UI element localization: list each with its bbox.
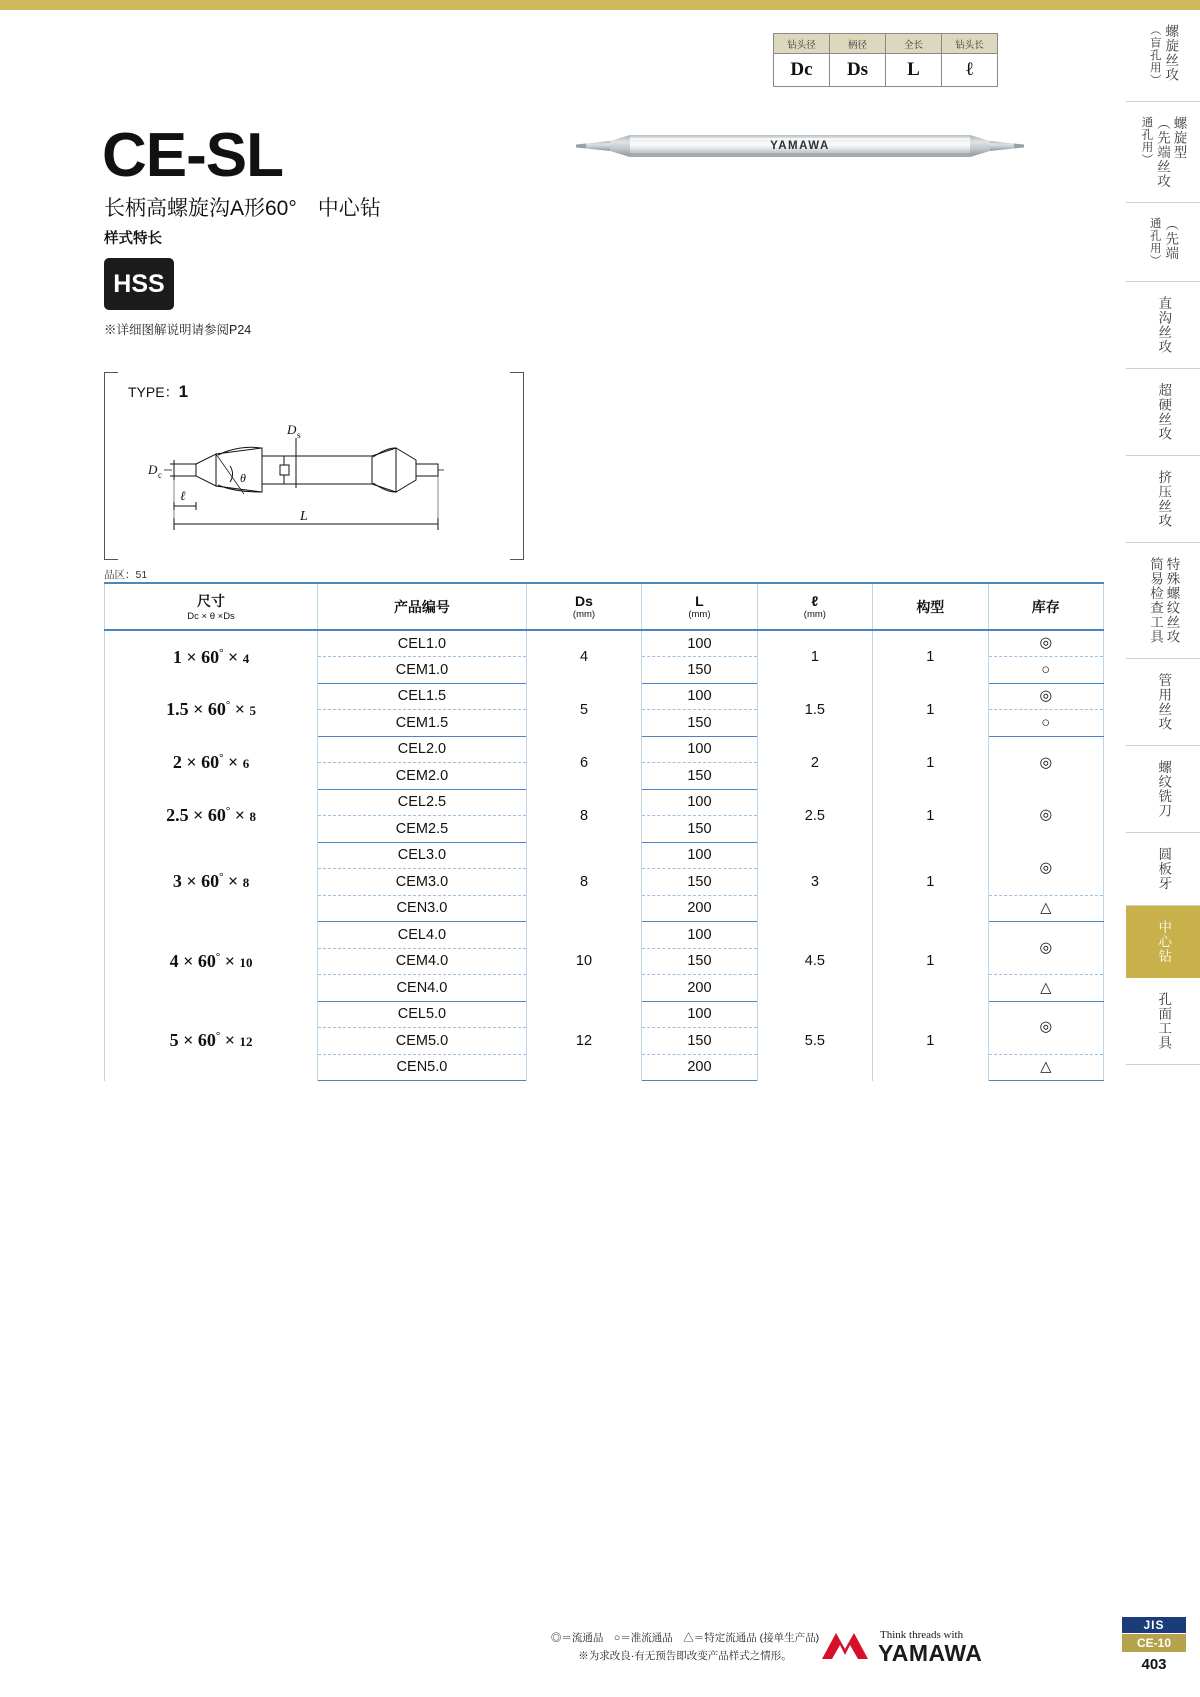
- table-row: [105, 922, 1104, 949]
- cell-ell: 4.5: [757, 922, 872, 1002]
- sidebar-item-label: 挤压丝攻: [1156, 470, 1172, 528]
- sidebar-item-carbide-tap[interactable]: [1126, 369, 1200, 456]
- svg-text:θ: θ: [240, 471, 246, 485]
- table-row: [105, 683, 1104, 710]
- sidebar-item-sublabel: 通孔用）: [1140, 115, 1153, 166]
- sidebar-item-sublabel: 通孔用）: [1148, 217, 1161, 267]
- cell-code: CEM4.0: [318, 948, 527, 975]
- th-type-main: 构型: [916, 598, 945, 615]
- header-label-ds: 柄径: [830, 34, 886, 54]
- bracket-left: [104, 372, 118, 560]
- dim-dc: 2.5: [166, 805, 189, 825]
- cell-code: CEN4.0: [318, 975, 527, 1002]
- cell-code: CEM1.0: [318, 657, 527, 684]
- cell-code: CEL1.5: [318, 683, 527, 710]
- dim-ds: 10: [239, 954, 253, 970]
- cell-stock: ◎: [988, 630, 1103, 657]
- cell-code: CEN5.0: [318, 1054, 527, 1081]
- sidebar-item-label: 中心钻: [1156, 919, 1172, 963]
- cell-code: CEM3.0: [318, 869, 527, 896]
- code-block: [1122, 1617, 1186, 1673]
- sidebar-item-label: 特殊螺纹丝攻: [1164, 557, 1180, 644]
- header-dimension-symbols-row: [774, 54, 998, 87]
- th-dimension-sub: Dc × θ ×Ds: [187, 611, 235, 622]
- material-badge: HSS: [104, 258, 174, 310]
- dim-theta: 60: [201, 752, 220, 772]
- header-dimension-table: [773, 33, 998, 87]
- cell-code: CEL2.0: [318, 736, 527, 763]
- cell-code: CEN3.0: [318, 895, 527, 922]
- dim-ds: 4: [242, 650, 250, 666]
- type-diagram-block: [104, 372, 524, 560]
- sidebar-item-spiral-tap[interactable]: [1126, 10, 1200, 102]
- sidebar-item-label: 管用丝攻: [1156, 673, 1172, 731]
- cell-code: CEM5.0: [318, 1028, 527, 1055]
- product-subtitle: 长柄高螺旋沟A形60° 中心钻: [104, 197, 381, 220]
- legend-block: [540, 1630, 830, 1666]
- th-type: [873, 583, 988, 630]
- th-ell-sub: (mm): [803, 609, 826, 620]
- cell-code: CEM1.5: [318, 710, 527, 737]
- cell-ell: 3: [757, 842, 872, 922]
- dim-theta: 60: [207, 699, 226, 719]
- dim-ds: 8: [249, 809, 257, 824]
- cell-dimension: 2.5 × 60° × 8: [105, 789, 318, 842]
- cell-stock: ◎: [988, 683, 1103, 710]
- product-photo: [570, 115, 1030, 177]
- header-symbol-ell: ℓ: [942, 54, 998, 87]
- svg-text:YAMAWA: YAMAWA: [770, 140, 830, 152]
- th-ds-main: Ds: [575, 593, 593, 609]
- header-label-dc: 钻头径: [774, 34, 830, 54]
- cell-dimension: 3 × 60° × 8: [105, 842, 318, 922]
- table-header-row: [105, 583, 1104, 630]
- table-row: [105, 789, 1104, 816]
- dim-ds: 8: [242, 875, 250, 891]
- cell-dimension: 1.5 × 60° × 5: [105, 683, 318, 736]
- cell-l: 150: [642, 816, 757, 843]
- sidebar-item-label2: 简易检查工具: [1148, 557, 1163, 644]
- sidebar-item-label: 螺纹铣刀: [1156, 760, 1172, 818]
- th-code: [318, 583, 527, 630]
- cell-stock: ◎: [988, 842, 1103, 895]
- header-label-l: 全长: [886, 34, 942, 54]
- cell-ell: 1.5: [757, 683, 872, 736]
- cell-code: CEL3.0: [318, 842, 527, 869]
- cell-dimension: 2 × 60° × 6: [105, 736, 318, 789]
- cell-ds: 10: [526, 922, 641, 1002]
- cell-code: CEM2.0: [318, 763, 527, 790]
- th-stock-main: 库存: [1031, 598, 1060, 615]
- cell-l: 150: [642, 657, 757, 684]
- cell-dimension: 5 × 60° × 12: [105, 1001, 318, 1081]
- cell-ds: 4: [526, 630, 641, 683]
- svg-text:D: D: [287, 422, 297, 437]
- cell-ds: 5: [526, 683, 641, 736]
- cell-l: 100: [642, 1001, 757, 1028]
- cell-stock: ◎: [988, 1001, 1103, 1054]
- th-code-main: 产品编号: [393, 598, 450, 615]
- yamawa-logo: [818, 1625, 1008, 1667]
- cell-l: 100: [642, 842, 757, 869]
- svg-text:c: c: [158, 470, 162, 480]
- cell-code: CEL5.0: [318, 1001, 527, 1028]
- cell-ell: 1: [757, 630, 872, 683]
- sidebar-item-spiral-point-tap[interactable]: [1126, 102, 1200, 204]
- sidebar-item-hole-surface-tool[interactable]: [1126, 978, 1200, 1065]
- logo-tagline-text: Think threads with: [880, 1629, 964, 1641]
- cell-l: 150: [642, 763, 757, 790]
- hinqu-label: 品区：51: [104, 569, 148, 581]
- th-l: [642, 583, 757, 630]
- cell-l: 150: [642, 710, 757, 737]
- dim-theta: 60: [207, 805, 226, 825]
- sidebar-item-label: 直沟丝攻: [1156, 296, 1172, 354]
- sidebar-item-pipe-tap[interactable]: [1126, 659, 1200, 746]
- sidebar-item-round-die[interactable]: [1126, 833, 1200, 906]
- cell-l: 100: [642, 922, 757, 949]
- dim-dc: 4: [169, 950, 179, 971]
- cell-type: 1: [873, 630, 988, 683]
- cell-type: 1: [873, 922, 988, 1002]
- logo-wordmark: YAMAWA: [878, 1640, 983, 1666]
- cell-stock: △: [988, 895, 1103, 922]
- cell-l: 150: [642, 948, 757, 975]
- dim-theta: 60: [201, 646, 220, 667]
- th-l-sub: (mm): [688, 609, 711, 620]
- cell-stock: ○: [988, 657, 1103, 684]
- page-title: CE-SL: [102, 121, 283, 190]
- th-l-main: L: [695, 593, 704, 609]
- cell-ds: 8: [526, 842, 641, 922]
- th-ell-main: ℓ: [811, 593, 819, 609]
- dim-ds: 5: [249, 703, 257, 718]
- dim-ds: 12: [239, 1034, 253, 1050]
- sidebar-item-label2: （先端丝攻: [1155, 115, 1170, 188]
- th-stock: [988, 583, 1103, 630]
- product-style: 样式特长: [104, 231, 162, 247]
- th-ds-sub: (mm): [572, 609, 596, 620]
- dim-dc: 3: [172, 871, 182, 892]
- cell-ds: 12: [526, 1001, 641, 1081]
- th-dimension: [105, 583, 318, 630]
- cell-code: CEL4.0: [318, 922, 527, 949]
- cell-stock: ◎: [988, 736, 1103, 789]
- cell-l: 100: [642, 789, 757, 816]
- page-number: 403: [1141, 1656, 1167, 1673]
- specification-table: [104, 582, 1104, 1081]
- dim-dc: 1: [172, 646, 182, 667]
- cell-ell: 5.5: [757, 1001, 872, 1081]
- header-symbol-l: L: [886, 54, 942, 87]
- cell-l: 200: [642, 975, 757, 1002]
- sidebar-item-special-thread-tap[interactable]: [1126, 543, 1200, 659]
- cell-stock: ○: [988, 710, 1103, 737]
- dim-dc: 2: [172, 752, 182, 772]
- dim-theta: 60: [197, 950, 216, 971]
- table-row: [105, 630, 1104, 657]
- cell-code: CEL2.5: [318, 789, 527, 816]
- sidebar-item-forming-tap[interactable]: [1126, 456, 1200, 543]
- category-sidebar: [1108, 10, 1200, 1697]
- sidebar-item-label: 孔面工具: [1156, 992, 1172, 1050]
- cell-stock: △: [988, 1054, 1103, 1081]
- cell-stock: ◎: [988, 789, 1103, 842]
- th-ds: [526, 583, 641, 630]
- header-symbol-dc: Dc: [774, 54, 830, 87]
- type-label-text: TYPE：: [128, 384, 179, 400]
- cell-type: 1: [873, 842, 988, 922]
- table-row: [105, 842, 1104, 869]
- catalog-code: CE-10: [1122, 1634, 1186, 1652]
- cell-ell: 2: [757, 736, 872, 789]
- sidebar-item-label: 超硬丝攻: [1156, 383, 1172, 441]
- cell-l: 200: [642, 895, 757, 922]
- header-symbol-ds: Ds: [830, 54, 886, 87]
- th-ell: [757, 583, 872, 630]
- sidebar-item-straight-flute-tap[interactable]: [1126, 282, 1200, 369]
- cell-dimension: 4 × 60° × 10: [105, 922, 318, 1002]
- cell-stock: △: [988, 975, 1103, 1002]
- sidebar-item-sublabel: （盲孔用）: [1148, 24, 1161, 87]
- cell-type: 1: [873, 789, 988, 842]
- cell-l: 150: [642, 869, 757, 896]
- cell-l: 100: [642, 630, 757, 657]
- th-dimension-main: 尺寸: [197, 593, 226, 609]
- reference-note: ※详细图解说明请参阅P24: [104, 323, 252, 337]
- dim-theta: 60: [201, 871, 220, 892]
- sidebar-item-label: （先端: [1163, 217, 1179, 261]
- sidebar-item-thread-mill[interactable]: [1126, 746, 1200, 833]
- svg-text:L: L: [300, 509, 308, 524]
- cell-ds: 8: [526, 789, 641, 842]
- legend-line-1: ◎＝流通品 ○＝准流通品 △＝特定流通品 (接单生产品): [550, 1632, 820, 1644]
- cell-code: CEM2.5: [318, 816, 527, 843]
- sidebar-item-label: 螺旋丝攻: [1163, 24, 1179, 82]
- dim-dc: 1.5: [166, 699, 189, 719]
- header-dimension-labels-row: [774, 34, 998, 54]
- bracket-right: [510, 372, 524, 560]
- cell-l: 150: [642, 1028, 757, 1055]
- cell-l: 100: [642, 736, 757, 763]
- cell-type: 1: [873, 683, 988, 736]
- type-value: 1: [178, 382, 189, 401]
- header-label-ell: 钻头长: [942, 34, 998, 54]
- table-row: [105, 1001, 1104, 1028]
- type-label: [128, 382, 188, 402]
- svg-text:ℓ: ℓ: [180, 488, 186, 503]
- sidebar-item-point-tap[interactable]: [1126, 203, 1200, 282]
- svg-text:s: s: [297, 430, 301, 440]
- sidebar-item-label: 螺旋型: [1171, 115, 1187, 159]
- cell-stock: ◎: [988, 922, 1103, 975]
- dim-dc: 5: [169, 1030, 179, 1051]
- cell-ell: 2.5: [757, 789, 872, 842]
- center-drill-schematic: [144, 408, 484, 543]
- dim-theta: 60: [197, 1030, 216, 1051]
- top-gold-bar: [0, 0, 1200, 10]
- table-row: [105, 736, 1104, 763]
- cell-l: 200: [642, 1054, 757, 1081]
- legend-line-2: ※为求改良·有无预告即改变产品样式之情形。: [578, 1650, 792, 1662]
- cell-l: 100: [642, 683, 757, 710]
- dim-ds: 6: [242, 756, 250, 771]
- sidebar-item-center-drill[interactable]: [1126, 906, 1200, 979]
- sidebar-item-label: 圆板牙: [1156, 847, 1172, 891]
- jis-badge: JIS: [1122, 1617, 1186, 1633]
- cell-type: 1: [873, 736, 988, 789]
- cell-dimension: 1 × 60° × 4: [105, 630, 318, 683]
- cell-type: 1: [873, 1001, 988, 1081]
- cell-ds: 6: [526, 736, 641, 789]
- svg-text:D: D: [148, 462, 158, 477]
- cell-code: CEL1.0: [318, 630, 527, 657]
